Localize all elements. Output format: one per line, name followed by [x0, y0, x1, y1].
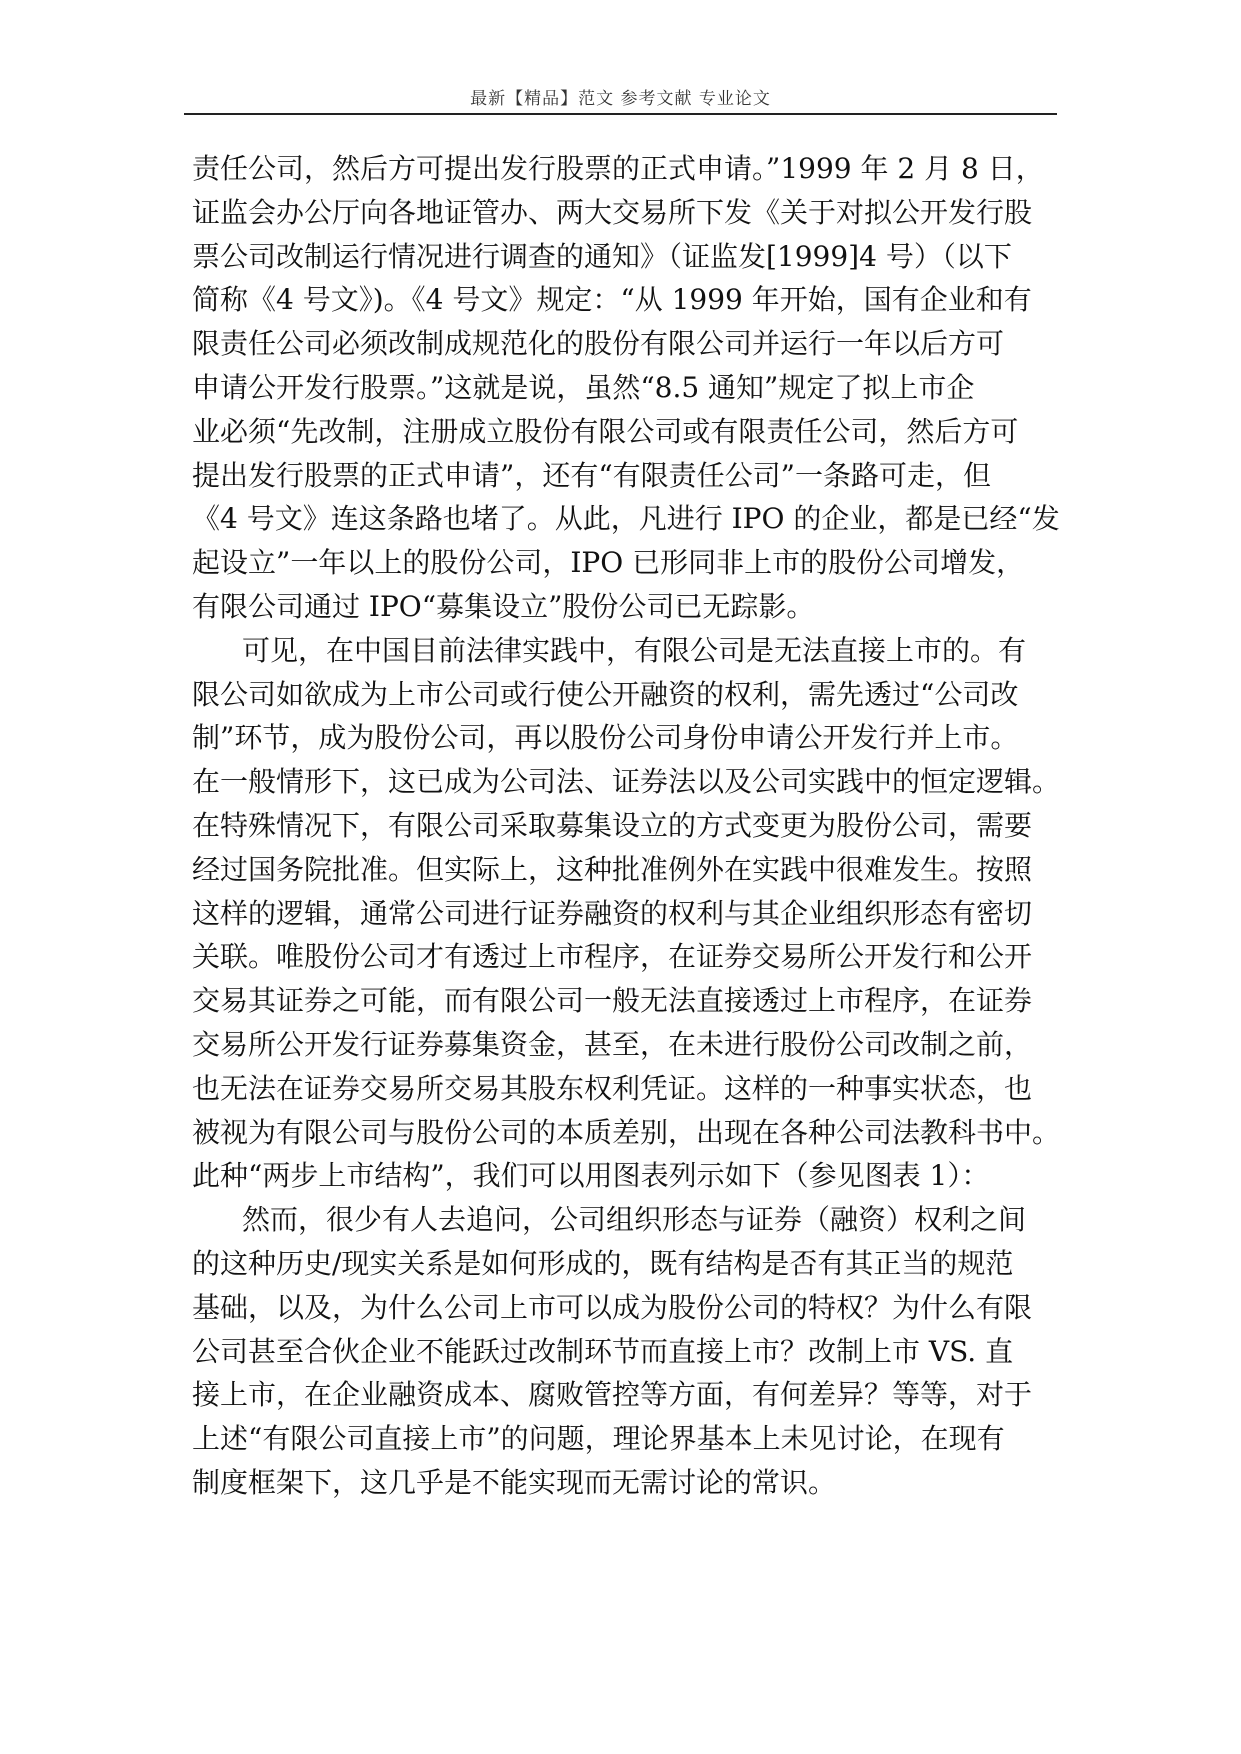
text-line: 可见，在中国目前法律实践中，有限公司是无法直接上市的。有: [242, 633, 1027, 667]
text-line: 业必须“先改制，注册成立股份有限公司或有限责任公司，然后方可: [192, 414, 1019, 448]
text-line: 此种“两步上市结构”，我们可以用图表列示如下（参见图表 1）：: [192, 1159, 990, 1193]
text-line: 有限公司通过 IPO“募集设立”股份公司已无踪影。: [192, 589, 815, 623]
text-line: 责任公司，然后方可提出发行股票的正式申请。”1999 年 2 月 8 日，: [192, 152, 1044, 185]
text-line: 《4 号文》连这条路也堵了。从此，凡进行 IPO 的企业，都是已经“发: [192, 502, 1060, 536]
text-line: 简称《4 号文》)。《4 号文》规定：“从 1999 年开始，国有企业和有: [192, 283, 1032, 317]
text-line: 交易其证券之可能，而有限公司一般无法直接透过上市程序，在证券: [192, 984, 1033, 1018]
text-line: 限公司如欲成为上市公司或行使公开融资的权利，需先透过“公司改: [192, 677, 1019, 711]
text-line: 提出发行股票的正式申请”，还有“有限责任公司”一条路可走，但: [192, 458, 991, 492]
text-line: 的这种历史/现实关系是如何形成的，既有结构是否有其正当的规范: [192, 1246, 1014, 1280]
text-line: 接上市，在企业融资成本、腐败管控等方面，有何差异？等等，对于: [192, 1378, 1033, 1412]
text-line: 限责任公司必须改制成规范化的股份有限公司并运行一年以后方可: [192, 327, 1005, 361]
text-line: 公司甚至合伙企业不能跃过改制环节而直接上市？改制上市 VS. 直: [192, 1334, 1014, 1368]
text-line: 票公司改制运行情况进行调查的通知》（证监发[1999]4 号）（以下: [192, 239, 1012, 273]
text-line: 在特殊情况下，有限公司采取募集设立的方式变更为股份公司，需要: [192, 808, 1033, 842]
text-line: 也无法在证券交易所交易其股东权利凭证。这样的一种事实状态，也: [192, 1071, 1033, 1105]
text-line: 然而，很少有人去追问，公司组织形态与证券（融资）权利之间: [242, 1203, 1027, 1237]
paragraph: [192, 147, 1062, 629]
text-line: 制”环节，成为股份公司，再以股份公司身份申请公开发行并上市。: [192, 721, 1019, 755]
text-line: 上述“有限公司直接上市”的问题，理论界基本上未见讨论，在现有: [192, 1422, 1005, 1456]
text-line: 交易所公开发行证券募集资金，甚至，在未进行股份公司改制之前，: [192, 1027, 1033, 1061]
body-text: [192, 147, 1062, 1505]
text-line: 被视为有限公司与股份公司的本质差别，出现在各种公司法教科书中。: [192, 1115, 1061, 1149]
running-header: 最新【精品】范文 参考文献 专业论文: [470, 89, 771, 109]
text-line: 申请公开发行股票。”这就是说，虽然“8.5 通知”规定了拟上市企: [192, 370, 975, 404]
text-line: 经过国务院批准。但实际上，这种批准例外在实践中很难发生。按照: [192, 852, 1033, 886]
paragraph: [192, 1198, 1062, 1505]
text-line: 基础，以及，为什么公司上市可以成为股份公司的特权？为什么有限: [192, 1290, 1033, 1324]
header-rule: [184, 113, 1057, 115]
text-line: 起设立”一年以上的股份公司，IPO 已形同非上市的股份公司增发，: [192, 546, 1025, 580]
paragraph: [192, 629, 1062, 1198]
text-line: 这样的逻辑，通常公司进行证券融资的权利与其企业组织形态有密切: [192, 896, 1033, 930]
text-line: 在一般情形下，这已成为公司法、证券法以及公司实践中的恒定逻辑。: [192, 765, 1061, 799]
text-line: 制度框架下，这几乎是不能实现而无需讨论的常识。: [192, 1465, 837, 1499]
text-line: 证监会办公厅向各地证管办、两大交易所下发《关于对拟公开发行股: [192, 195, 1033, 229]
text-line: 关联。唯股份公司才有透过上市程序，在证券交易所公开发行和公开: [192, 940, 1033, 974]
